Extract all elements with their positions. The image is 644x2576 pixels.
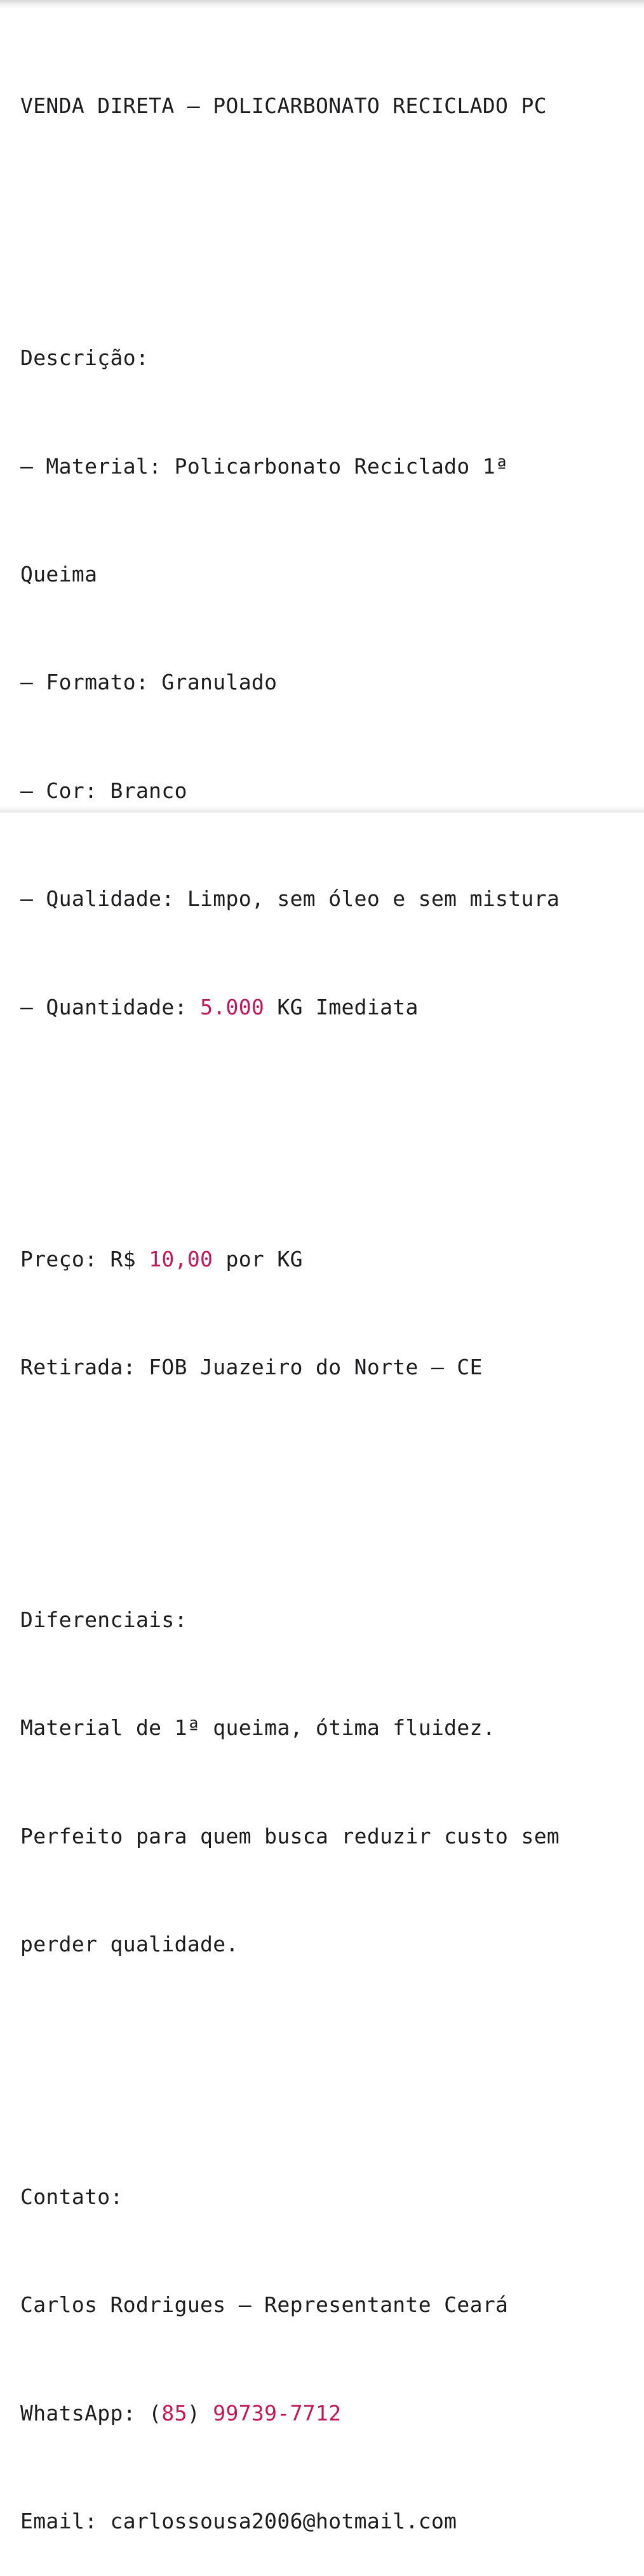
preco-prefix: Preço: R$	[20, 1247, 149, 1272]
diferenciais-line-2: Perfeito para quem busca reduzir custo sem	[20, 1823, 560, 1849]
preco-line	[20, 1242, 631, 1278]
quantidade-prefix: – Quantidade:	[20, 994, 201, 1019]
contato-nome: Carlos Rodrigues – Representante Ceará	[20, 2292, 509, 2318]
formato-line: – Formato: Granulado	[20, 670, 278, 695]
blank-line	[20, 1458, 631, 1494]
qualidade-line: – Qualidade: Limpo, sem óleo e sem mistura	[20, 886, 560, 912]
diferenciais-line-3: perder qualidade.	[20, 1932, 239, 1957]
whatsapp-ddd-link[interactable]: 85	[161, 2400, 187, 2426]
whatsapp-line	[20, 2396, 631, 2432]
blank-line	[20, 2035, 631, 2071]
note-body	[20, 16, 631, 2576]
quantidade-line	[20, 990, 631, 1026]
diferenciais-line-1: Material de 1ª queima, ótima fluidez.	[20, 1715, 496, 1741]
blank-line	[20, 1098, 631, 1134]
preco-value-link[interactable]: 10,00	[149, 1247, 213, 1272]
blank-line	[20, 196, 631, 232]
whatsapp-number-link[interactable]: 99739-7712	[213, 2400, 342, 2426]
cor-line: – Cor: Branco	[20, 778, 187, 803]
diferenciais-heading: Diferenciais:	[20, 1607, 187, 1633]
material-line-2: Queima	[20, 561, 98, 587]
whatsapp-mid: )	[187, 2400, 213, 2426]
retirada-line: Retirada: FOB Juazeiro do Norte – CE	[20, 1355, 483, 1380]
descricao-heading: Descrição:	[20, 345, 149, 371]
contato-heading: Contato:	[20, 2184, 123, 2209]
quantidade-value-link[interactable]: 5.000	[200, 994, 265, 1019]
whatsapp-prefix: WhatsApp: (	[20, 2400, 162, 2426]
top-edge-shadow	[0, 0, 644, 9]
quantidade-suffix: KG Imediata	[264, 994, 419, 1019]
material-line-1: – Material: Policarbonato Reciclado 1ª	[20, 453, 509, 479]
email-line: Email: carlossousa2006@hotmail.com	[20, 2508, 457, 2533]
note-title: VENDA DIRETA – POLICARBONATO RECICLADO PC	[20, 93, 547, 118]
bottom-edge-shadow	[0, 806, 644, 813]
preco-suffix: por KG	[213, 1247, 303, 1272]
